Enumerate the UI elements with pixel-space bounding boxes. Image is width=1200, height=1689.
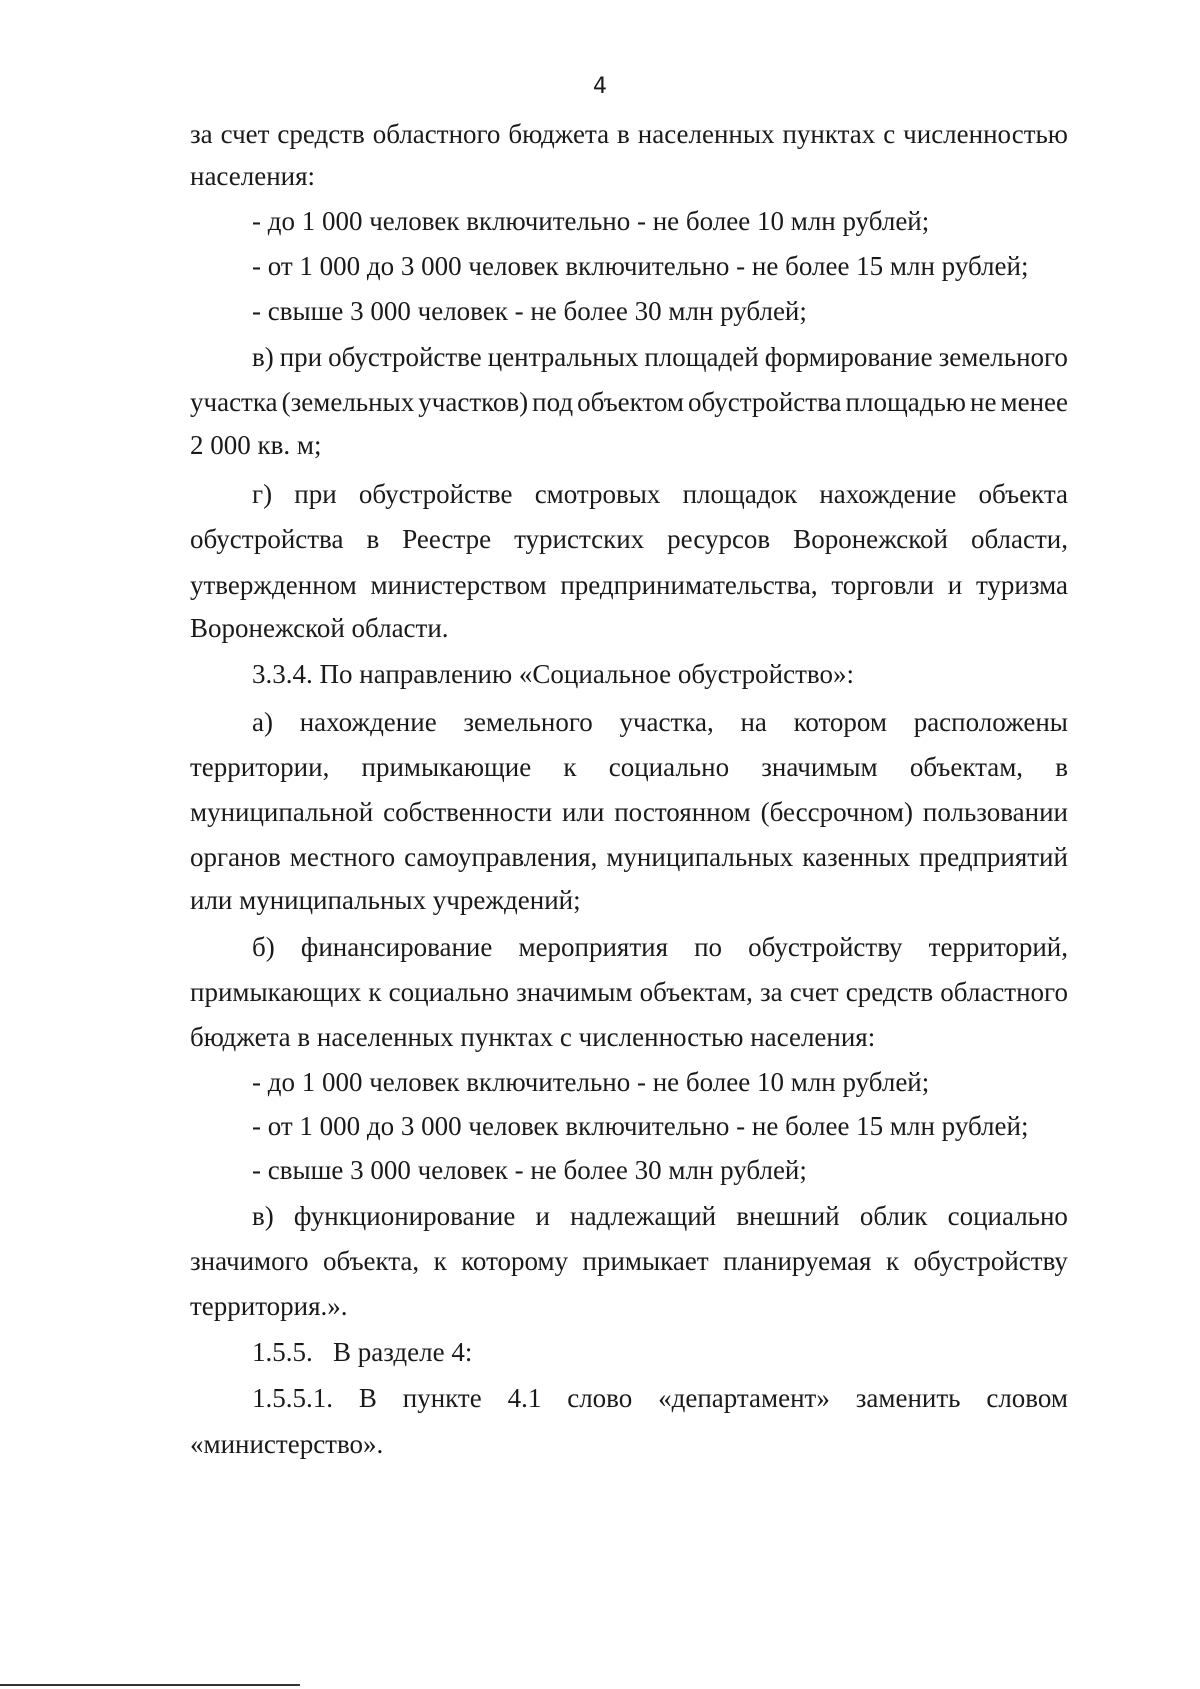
word: территории, bbox=[190, 752, 330, 782]
word: функционирование bbox=[293, 1201, 516, 1231]
text-line: населения: bbox=[190, 161, 316, 191]
word: участков) bbox=[418, 387, 529, 417]
word: при bbox=[279, 342, 323, 372]
word: словом bbox=[986, 1383, 1068, 1413]
word: обустройстве bbox=[358, 479, 513, 509]
word: обустройству bbox=[748, 932, 903, 962]
page-number: 4 bbox=[593, 74, 607, 99]
word: слово bbox=[567, 1383, 633, 1413]
word: объектам, bbox=[909, 752, 1024, 782]
text-line: Воронежской области. bbox=[190, 613, 449, 643]
word: самоуправления, bbox=[404, 842, 598, 872]
text-line bbox=[190, 796, 1068, 828]
word: в bbox=[1055, 752, 1068, 782]
text-line bbox=[252, 478, 1068, 510]
word: объектом bbox=[577, 387, 684, 417]
word: земельного bbox=[463, 707, 593, 737]
text-line: территория.». bbox=[190, 1291, 348, 1321]
word: с bbox=[883, 119, 896, 149]
word: (бессрочном) bbox=[760, 797, 913, 827]
word: нахождение bbox=[819, 479, 957, 509]
word: предприятий bbox=[919, 842, 1068, 872]
word: нахождение bbox=[299, 707, 437, 737]
word: к bbox=[563, 752, 577, 782]
word: бюджета bbox=[508, 119, 610, 149]
text-line bbox=[252, 341, 1068, 373]
word: численностью bbox=[903, 119, 1068, 149]
word: обустройству bbox=[913, 1246, 1068, 1276]
word: средств bbox=[277, 119, 365, 149]
word: мероприятия bbox=[518, 932, 669, 962]
word: центральных bbox=[487, 342, 639, 372]
word: заменить bbox=[855, 1383, 961, 1413]
word: по bbox=[694, 932, 723, 962]
word: собственности bbox=[383, 797, 553, 827]
word: постоянном bbox=[614, 797, 751, 827]
word: участка, bbox=[619, 707, 714, 737]
word: счет bbox=[789, 977, 839, 1007]
word: муниципальной bbox=[190, 797, 374, 827]
word: местного bbox=[289, 842, 396, 872]
word: а) bbox=[252, 707, 273, 737]
word: за bbox=[190, 119, 213, 149]
word: счет bbox=[220, 119, 270, 149]
word: (земельных bbox=[281, 387, 415, 417]
text-line bbox=[190, 118, 1068, 150]
text-line: или муниципальных учреждений; bbox=[190, 885, 581, 915]
word: объекта, bbox=[323, 1246, 420, 1276]
text-line: - свыше 3 000 человек - не более 30 млн рублей; bbox=[252, 1155, 807, 1185]
word: менее bbox=[1000, 387, 1068, 417]
word: Воронежской bbox=[793, 524, 948, 554]
word: и bbox=[947, 570, 963, 600]
text-line: - свыше 3 000 человек - не более 30 млн рублей; bbox=[252, 296, 807, 326]
word: обустройства bbox=[190, 524, 344, 554]
word: и bbox=[535, 1201, 550, 1231]
text-line: 2 000 кв. м; bbox=[190, 430, 322, 460]
word: социально bbox=[388, 977, 509, 1007]
word: областного bbox=[940, 977, 1068, 1007]
text-line: - от 1 000 до 3 000 человек включительно - не более 15 млн рублей; bbox=[252, 1111, 1029, 1141]
word: области, bbox=[970, 524, 1068, 554]
word: предпринимательства, bbox=[560, 570, 818, 600]
word: 4.1 bbox=[507, 1383, 542, 1413]
word: финансирование bbox=[300, 932, 493, 962]
word: значимым bbox=[516, 977, 633, 1007]
word: формирование bbox=[764, 342, 933, 372]
text-line bbox=[252, 1382, 1068, 1414]
text-line: - до 1 000 человек включительно - не более 10 млн рублей; bbox=[252, 206, 930, 236]
word: обустройстве bbox=[328, 342, 482, 372]
word: участка bbox=[190, 387, 278, 417]
word: б) bbox=[252, 932, 275, 962]
word: не bbox=[970, 387, 997, 417]
word: в) bbox=[252, 342, 274, 372]
word: средств bbox=[845, 977, 934, 1007]
text-line bbox=[190, 751, 1068, 783]
word: земельного bbox=[938, 342, 1068, 372]
word: 1.5.5.1. bbox=[252, 1383, 333, 1413]
word: населенных bbox=[637, 119, 775, 149]
word: туристских bbox=[514, 524, 645, 554]
text-line: - до 1 000 человек включительно - не более 10 млн рублей; bbox=[252, 1067, 930, 1097]
word: в bbox=[366, 524, 380, 554]
word: облик bbox=[859, 1201, 928, 1231]
word: в bbox=[617, 119, 630, 149]
word: площадей bbox=[644, 342, 759, 372]
word: «департамент» bbox=[658, 1383, 830, 1413]
word: социально bbox=[608, 752, 730, 782]
word: смотровых bbox=[534, 479, 661, 509]
text-line: 1.5.5. В разделе 4: bbox=[252, 1337, 473, 1367]
word: при bbox=[294, 479, 337, 509]
text-line bbox=[252, 931, 1068, 963]
text-line bbox=[252, 706, 1068, 738]
word: надлежащий bbox=[570, 1201, 717, 1231]
word: объектам, bbox=[639, 977, 753, 1007]
word: примыкающих bbox=[190, 977, 362, 1007]
word: площадью bbox=[845, 387, 966, 417]
word: ресурсов bbox=[667, 524, 771, 554]
text-line bbox=[190, 569, 1068, 601]
word: за bbox=[760, 977, 783, 1007]
word: под bbox=[532, 387, 574, 417]
text-line bbox=[190, 386, 1068, 418]
text-line bbox=[190, 523, 1068, 555]
word: к bbox=[368, 977, 382, 1007]
word: Реестре bbox=[402, 524, 492, 554]
word: примыкает bbox=[582, 1246, 709, 1276]
word: площадок bbox=[682, 479, 798, 509]
word: котором bbox=[793, 707, 887, 737]
word: к bbox=[885, 1246, 900, 1276]
word: которому bbox=[461, 1246, 569, 1276]
word: значимого bbox=[190, 1246, 309, 1276]
bottom-rule bbox=[0, 1684, 300, 1686]
word: туризма bbox=[975, 570, 1068, 600]
word: примыкающие bbox=[361, 752, 532, 782]
word: к bbox=[433, 1246, 447, 1276]
word: в) bbox=[252, 1201, 274, 1231]
word: пункте bbox=[402, 1383, 482, 1413]
word: утвержденном bbox=[190, 570, 357, 600]
text-line bbox=[190, 841, 1068, 873]
word: торговли bbox=[831, 570, 935, 600]
word: министерством bbox=[370, 570, 547, 600]
word: значимым bbox=[761, 752, 878, 782]
text-line: бюджета в населенных пунктах с численностью населения: bbox=[190, 1022, 876, 1052]
word: внешний bbox=[736, 1201, 840, 1231]
word: или bbox=[561, 797, 605, 827]
word: казенных bbox=[802, 842, 911, 872]
word: областного bbox=[372, 119, 501, 149]
word: расположены bbox=[913, 707, 1068, 737]
word: объекта bbox=[978, 479, 1068, 509]
text-line bbox=[252, 1200, 1068, 1232]
text-line: 3.3.4. По направлению «Социальное обустройство»: bbox=[252, 659, 854, 689]
word: пользовании bbox=[922, 797, 1068, 827]
text-line bbox=[190, 1245, 1068, 1277]
word: органов bbox=[190, 842, 281, 872]
word: планируемая bbox=[723, 1246, 872, 1276]
word: В bbox=[358, 1383, 377, 1413]
word: г) bbox=[252, 479, 273, 509]
word: на bbox=[740, 707, 767, 737]
word: муниципальных bbox=[606, 842, 794, 872]
word: обустройства bbox=[688, 387, 842, 417]
word: социально bbox=[947, 1201, 1068, 1231]
text-line: - от 1 000 до 3 000 человек включительно - не более 15 млн рублей; bbox=[252, 251, 1029, 281]
text-line: «министерство». bbox=[190, 1429, 384, 1459]
word: территорий, bbox=[928, 932, 1068, 962]
word: пунктах bbox=[782, 119, 876, 149]
text-line bbox=[190, 976, 1068, 1008]
